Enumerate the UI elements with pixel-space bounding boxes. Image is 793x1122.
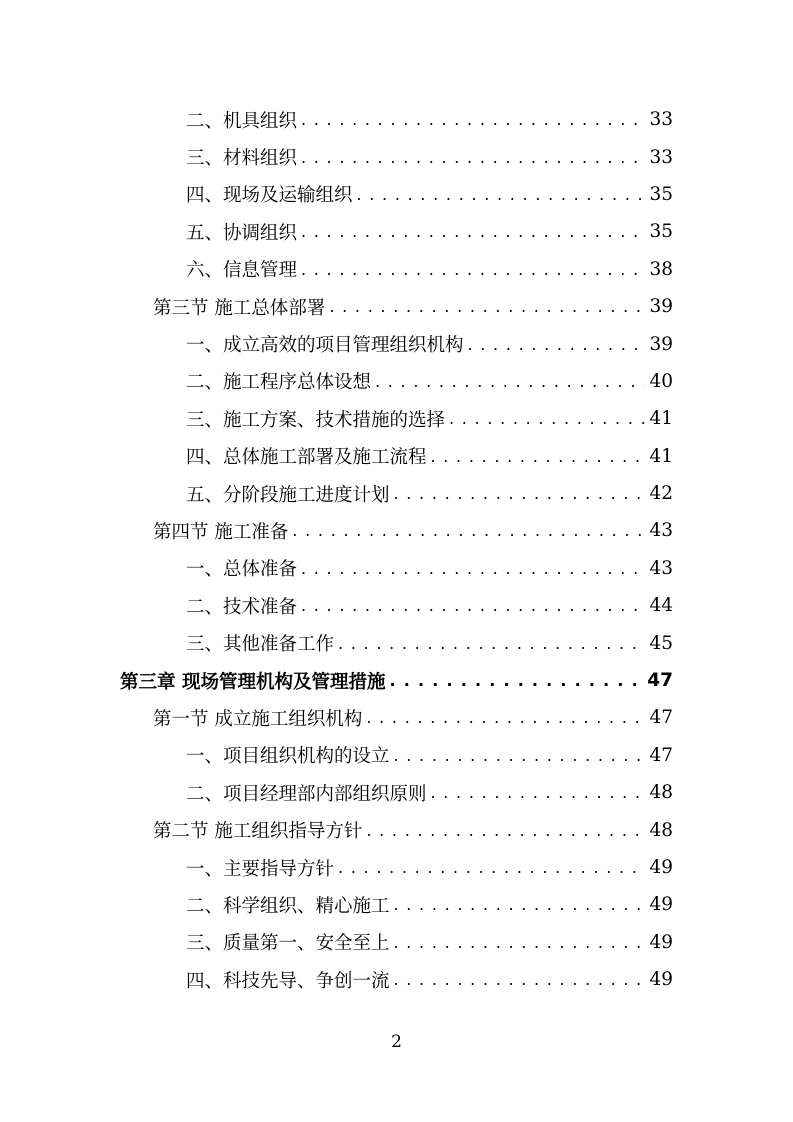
dot-leader: [301, 596, 645, 615]
toc-entry-title: 四、总体施工部署及施工流程: [186, 447, 427, 469]
toc-entry-title: 一、项目组织机构的设立: [186, 746, 390, 768]
toc-entry-title: 二、项目经理部内部组织原则: [186, 783, 427, 805]
toc-subsection-entry[interactable]: [0, 138, 793, 175]
toc-entry-page: 43: [649, 557, 673, 579]
toc-entry-page: 48: [649, 782, 673, 804]
dot-leader: [394, 895, 645, 914]
dot-leader: [431, 783, 645, 802]
toc-subsection-entry[interactable]: [0, 774, 793, 811]
toc-subsection-entry[interactable]: [0, 176, 793, 213]
toc-subsection-entry[interactable]: [0, 886, 793, 923]
toc-entry-title: 第三节 施工总体部署: [153, 297, 326, 319]
dot-leader: [468, 335, 645, 354]
toc-subsection-entry[interactable]: [0, 849, 793, 886]
toc-section-entry[interactable]: [0, 699, 793, 736]
toc-entry-title: 一、总体准备: [186, 559, 298, 581]
dot-leader: [389, 671, 645, 690]
toc-section-entry[interactable]: [0, 288, 793, 325]
dot-leader: [366, 821, 645, 840]
dot-leader: [375, 372, 645, 391]
dot-leader: [394, 746, 645, 765]
toc-entry-page: 39: [649, 296, 673, 318]
dot-leader: [292, 521, 645, 540]
toc-subsection-entry[interactable]: [0, 251, 793, 288]
dot-leader: [338, 634, 645, 653]
dot-leader: [394, 484, 645, 503]
toc-entry-title: 二、施工程序总体设想: [186, 372, 372, 394]
toc-entry-title: 一、主要指导方针: [186, 858, 335, 880]
dot-leader: [301, 559, 645, 578]
toc-subsection-entry[interactable]: [0, 961, 793, 998]
toc-entry-page: 49: [649, 931, 673, 953]
toc-entry-page: 39: [649, 333, 673, 355]
toc-entry-page: 38: [649, 258, 673, 280]
toc-entry-title: 二、技术准备: [186, 596, 298, 618]
toc-entry-page: 35: [649, 221, 673, 243]
dot-leader: [449, 409, 645, 428]
dot-leader: [301, 260, 645, 279]
toc-entry-title: 五、协调组织: [186, 222, 298, 244]
toc-subsection-entry[interactable]: [0, 101, 793, 138]
toc-entry-title: 第四节 施工准备: [153, 521, 289, 543]
toc-chapter-entry[interactable]: [0, 662, 793, 699]
toc-entry-title: 第三章 现场管理机构及管理措施: [120, 671, 386, 693]
toc-section-entry[interactable]: [0, 811, 793, 848]
toc-entry-page: 35: [649, 183, 673, 205]
toc-subsection-entry[interactable]: [0, 737, 793, 774]
toc-entry-page: 47: [647, 670, 673, 692]
toc-entry-title: 第二节 施工组织指导方针: [153, 821, 363, 843]
page-number-footer: 2: [391, 1032, 402, 1052]
dot-leader: [431, 447, 645, 466]
table-of-contents: [0, 101, 793, 998]
toc-entry-page: 49: [649, 857, 673, 878]
toc-entry-page: 43: [649, 520, 673, 542]
toc-entry-page: 45: [649, 632, 673, 654]
toc-subsection-entry[interactable]: [0, 624, 793, 661]
toc-entry-title: 三、质量第一、安全至上: [186, 933, 390, 955]
toc-entry-title: 第一节 成立施工组织机构: [153, 708, 363, 730]
toc-subsection-entry[interactable]: [0, 924, 793, 961]
dot-leader: [301, 148, 645, 167]
dot-leader: [338, 858, 645, 877]
toc-entry-title: 二、科学组织、精心施工: [186, 895, 390, 917]
dot-leader: [329, 297, 645, 316]
toc-entry-page: 44: [649, 595, 673, 617]
toc-entry-page: 41: [649, 445, 673, 467]
toc-entry-title: 三、其他准备工作: [186, 634, 335, 656]
toc-entry-page: 42: [649, 483, 673, 505]
toc-subsection-entry[interactable]: [0, 213, 793, 250]
dot-leader: [394, 970, 645, 989]
toc-entry-title: 二、机具组织: [186, 110, 298, 132]
toc-entry-page: 40: [649, 370, 673, 392]
toc-entry-page: 33: [649, 146, 673, 168]
toc-subsection-entry[interactable]: [0, 438, 793, 475]
toc-entry-title: 一、成立高效的项目管理组织机构: [186, 335, 464, 357]
toc-subsection-entry[interactable]: [0, 363, 793, 400]
toc-entry-page: 41: [649, 408, 673, 430]
toc-entry-title: 四、科技先导、争创一流: [186, 970, 390, 992]
toc-entry-title: 三、材料组织: [186, 148, 298, 170]
dot-leader: [366, 708, 645, 727]
toc-subsection-entry[interactable]: [0, 550, 793, 587]
dot-leader: [357, 185, 645, 204]
toc-entry-title: 六、信息管理: [186, 260, 298, 282]
toc-entry-page: 49: [649, 894, 673, 916]
dot-leader: [301, 222, 645, 241]
dot-leader: [394, 933, 645, 952]
toc-entry-page: 47: [649, 744, 673, 766]
toc-section-entry[interactable]: [0, 512, 793, 549]
toc-entry-title: 四、现场及运输组织: [186, 185, 353, 207]
toc-entry-page: 33: [649, 109, 673, 131]
toc-entry-page: 47: [649, 707, 673, 729]
toc-entry-title: 三、施工方案、技术措施的选择: [186, 409, 446, 431]
dot-leader: [301, 110, 645, 129]
toc-subsection-entry[interactable]: [0, 587, 793, 624]
toc-entry-title: 五、分阶段施工进度计划: [186, 484, 390, 506]
toc-subsection-entry[interactable]: [0, 325, 793, 362]
toc-subsection-entry[interactable]: [0, 400, 793, 437]
toc-subsection-entry[interactable]: [0, 475, 793, 512]
toc-entry-page: 48: [649, 819, 673, 841]
toc-entry-page: 49: [649, 969, 673, 991]
